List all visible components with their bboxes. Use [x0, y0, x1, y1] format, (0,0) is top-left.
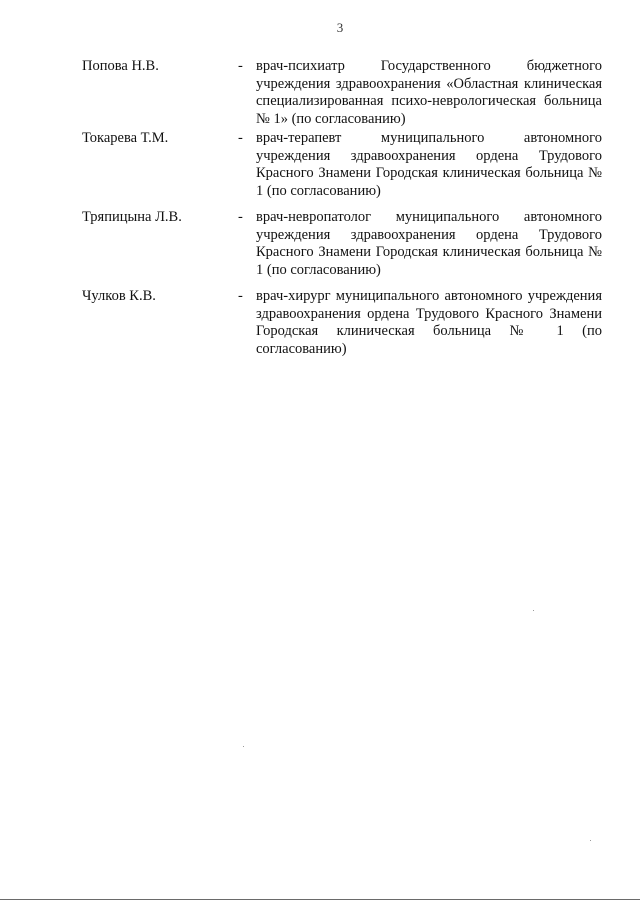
bottom-scan-edge: [0, 899, 640, 900]
scan-speck: [533, 610, 534, 611]
member-entry: [82, 58, 602, 128]
member-entry: [82, 288, 602, 358]
page-number: 3: [336, 20, 344, 35]
member-name: Токарева Т.М.: [82, 130, 169, 146]
member-name: Тряпицына Л.В.: [82, 209, 182, 225]
member-position: врач-невропатолог муниципального автономного учреждения здравоохранения ордена Трудового Красного Знамени Городская клиническая больница № 1 (по согласованию): [256, 209, 602, 278]
member-list: [82, 58, 602, 358]
scan-speck: [243, 746, 244, 747]
member-position: врач-хирург муниципального автономного учреждения здравоохранения ордена Трудового Красного Знамени Городская клиническая больница № 1 (по согласованию): [256, 288, 602, 357]
dash-separator: -: [238, 209, 243, 225]
scan-speck: [590, 840, 591, 841]
member-position: врач-терапевт муниципального автономного учреждения здравоохранения ордена Трудового Красного Знамени Городская клиническая больница № 1 (по согласованию): [256, 130, 602, 199]
member-position: врач-психиатр Государственного бюджетного учреждения здравоохранения «Областная клиническая специализированная психо-неврологическая больница № 1» (по согласованию): [256, 58, 602, 127]
member-entry: [82, 130, 602, 200]
member-name: Чулков К.В.: [82, 288, 156, 304]
dash-separator: -: [238, 58, 243, 74]
member-entry: [82, 209, 602, 279]
dash-separator: -: [238, 288, 243, 304]
dash-separator: -: [238, 130, 243, 146]
member-name: Попова Н.В.: [82, 58, 159, 74]
